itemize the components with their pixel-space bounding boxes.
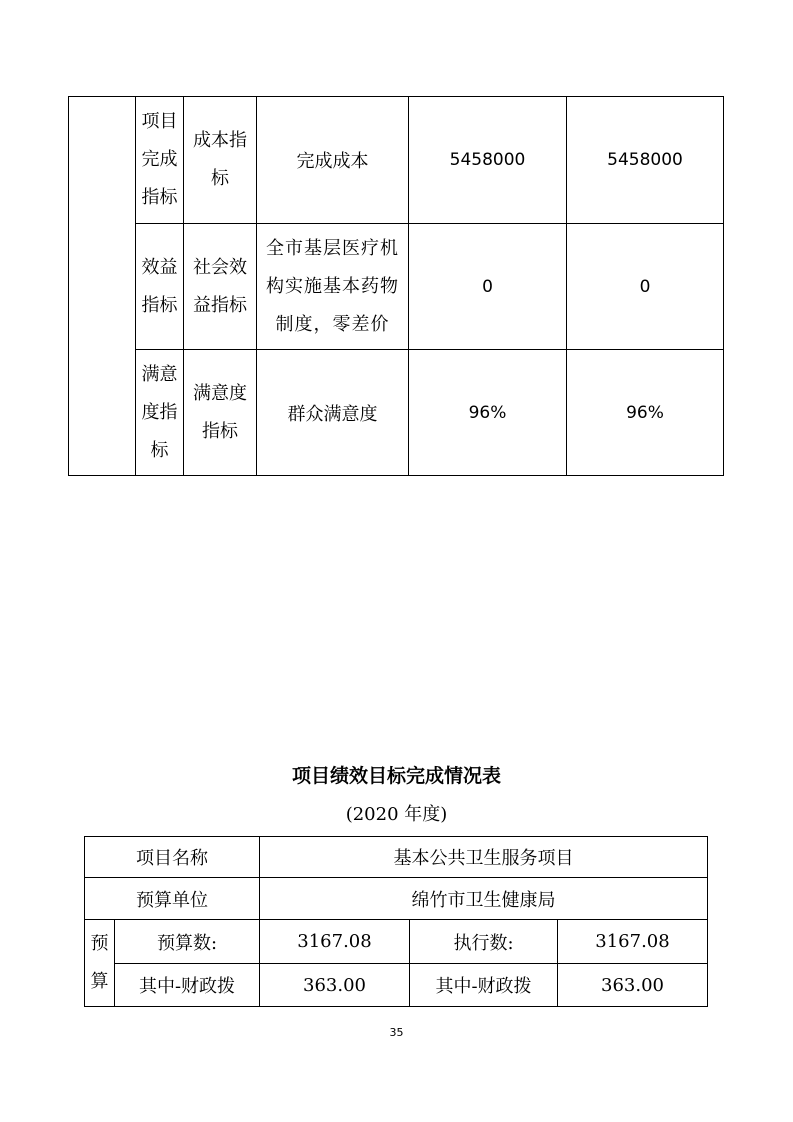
year-subtitle: (2020 年度) — [345, 804, 448, 825]
table-row — [85, 920, 708, 964]
fin-value: 363.00 — [558, 964, 708, 1007]
actual-value: 5458000 — [567, 97, 724, 224]
indicator-item: 全市基层医疗机 构实施基本药物 制度，零差价 — [257, 224, 409, 350]
project-name-label: 项目名称 — [85, 837, 260, 878]
page-number: 35 — [389, 1026, 404, 1039]
subcategory-cell: 社会效 益指标 — [184, 224, 257, 350]
budget-value: 3167.08 — [260, 920, 410, 964]
performance-table — [84, 836, 708, 1007]
category-cell: 效益 指标 — [136, 224, 184, 350]
page-title: 项目绩效目标完成情况表 — [291, 765, 501, 787]
table-row — [85, 964, 708, 1007]
table-row — [69, 224, 724, 350]
table-row — [69, 350, 724, 476]
fin-value: 363.00 — [260, 964, 410, 1007]
project-name-value: 基本公共卫生服务项目 — [260, 837, 708, 878]
subcategory-cell: 成本指 标 — [184, 97, 257, 224]
exec-value: 3167.08 — [558, 920, 708, 964]
target-value: 5458000 — [409, 97, 567, 224]
actual-value: 0 — [567, 224, 724, 350]
table-row — [69, 97, 724, 224]
blank-cell — [69, 97, 136, 476]
budget-unit-value: 绵竹市卫生健康局 — [260, 878, 708, 920]
actual-value: 96% — [567, 350, 724, 476]
fin-label: 其中-财政拨 — [115, 964, 260, 1007]
exec-label: 执行数: — [410, 920, 558, 964]
target-value: 96% — [409, 350, 567, 476]
category-cell: 项目 完成 指标 — [136, 97, 184, 224]
indicator-table — [68, 96, 724, 476]
budget-label: 预算数: — [115, 920, 260, 964]
indicator-item: 完成成本 — [257, 97, 409, 224]
category-cell: 满意 度指 标 — [136, 350, 184, 476]
subcategory-cell: 满意度 指标 — [184, 350, 257, 476]
budget-unit-label: 预算单位 — [85, 878, 260, 920]
budget-side-label: 预 算 — [85, 920, 115, 1007]
indicator-item: 群众满意度 — [257, 350, 409, 476]
fin-label: 其中-财政拨 — [410, 964, 558, 1007]
table-row — [85, 837, 708, 878]
target-value: 0 — [409, 224, 567, 350]
table-row — [85, 878, 708, 920]
